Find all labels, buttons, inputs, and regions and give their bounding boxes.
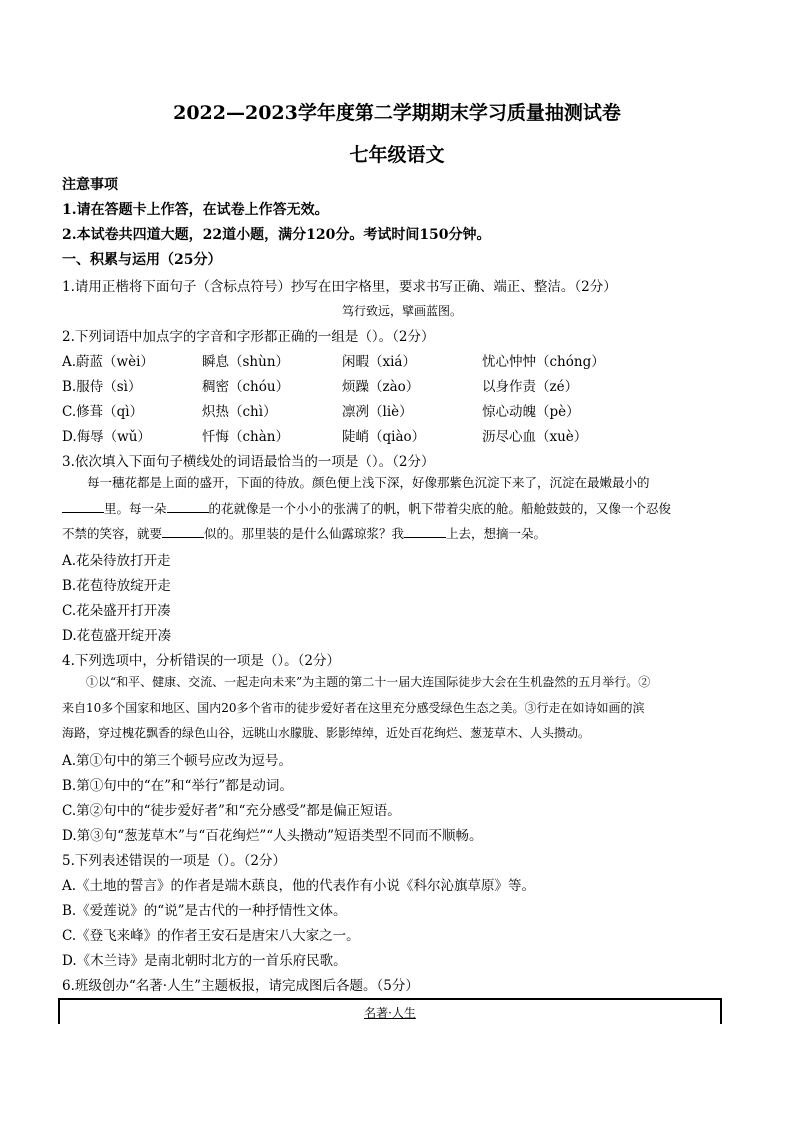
q3-text-3c: 上去，想摘一朵。 xyxy=(446,526,547,541)
q2-b-2: 稠密（chóu） xyxy=(202,379,290,395)
q4-option-a: A.第①句中的第三个顿号应改为逗号。 xyxy=(62,753,293,769)
notice-heading: 注意事项 xyxy=(62,177,118,193)
q3-stem: 3.依次填入下面句子横线处的词语最恰当的一项是（）。（2分） xyxy=(62,454,435,470)
q2-c-4: 惊心动魄（pè） xyxy=(482,404,580,420)
q2-d-4: 沥尽心血（xuè） xyxy=(482,429,588,445)
q3-blank-2 xyxy=(167,500,209,513)
q4-passage-line-3: 海路，穿过槐花飘香的绿色山谷，远眺山水朦胧、影影绰绰，近处百花绚烂、葱茏草木、人头攒动。 xyxy=(62,726,591,740)
q3-passage-line-1: 每一穗花都是上面的盛开，下面的待放。颜色便上浅下深，好像那紫色沉淀下来了，沉淀在最嫩最小的 xyxy=(87,475,650,490)
exam-title: 2022—2023学年度第二学期期末学习质量抽测试卷 xyxy=(173,102,621,124)
board-title: 名著·人生 xyxy=(364,1006,416,1020)
q3-option-b: B.花苞待放绽开走 xyxy=(62,578,171,594)
q3-option-a: A.花朵待放打开走 xyxy=(62,553,171,569)
q4-option-b: B.第①句中的“在”和“举行”都是动词。 xyxy=(62,778,293,794)
q2-c-3: 凛冽（liè） xyxy=(342,404,413,420)
q3-text-2b: 的花就像是一个小小的张满了的帆，帆下带着尖底的舱。船舱鼓鼓的，又像一个忍俊 xyxy=(208,500,672,516)
q3-text-3a: 不禁的笑容，就要 xyxy=(62,526,163,541)
q4-option-c: C.第②句中的“徒步爱好者”和“充分感受”都是偏正短语。 xyxy=(62,803,401,819)
q4-passage-line-1: ①以“和平、健康、交流、一起走向未来”为主题的第二十一届大连国际徒步大会在生机盎然的五月举行。② xyxy=(86,675,651,689)
q5-stem: 5.下列表述错误的一项是（）。（2分） xyxy=(62,853,286,869)
q3-blank-3 xyxy=(162,525,204,538)
q3-text-2a: 里。每一朵 xyxy=(104,500,167,516)
q4-passage xyxy=(62,670,732,747)
q3-text-3b: 似的。那里装的是什么仙露琼浆？我 xyxy=(204,526,405,541)
q5-option-b: B.《爱莲说》的“说”是古代的一种抒情性文体。 xyxy=(62,903,347,919)
q2-d-2: 忏悔（chàn） xyxy=(202,429,289,445)
q6-stem: 6.班级创办“名著·人生”主题板报，请完成图后各题。（5分） xyxy=(62,978,419,994)
q4-passage-line-2: 来自10多个国家和地区、国内20多个省市的徒步爱好者在这里充分感受绿色生态之美。③行走在如诗如画的滨 xyxy=(62,700,645,715)
q2-a-2: 瞬息（shùn） xyxy=(202,354,290,370)
notice-item-2: 2.本试卷共四道大题，22道小题，满分120分。考试时间150分钟。 xyxy=(62,227,491,243)
q2-b-1: B.服侍（sì） xyxy=(62,379,142,395)
q3-blank-1 xyxy=(62,500,104,513)
q3-passage xyxy=(62,470,732,547)
q4-stem: 4.下列选项中，分析错误的一项是（）。（2分） xyxy=(62,653,340,669)
q1-stem: 1.请用正楷将下面句子（含标点符号）抄写在田字格里，要求书写正确、端正、整洁。（2分） xyxy=(62,279,617,295)
q2-c-1: C.修葺（qì） xyxy=(62,404,144,420)
q3-blank-4 xyxy=(404,525,446,538)
q1-sentence: 笃行致远，擘画蓝图。 xyxy=(342,304,463,318)
q2-d-3: 陡峭（qiào） xyxy=(342,429,426,445)
q5-option-a: A.《土地的誓言》的作者是端木蕻良，他的代表作有小说《科尔沁旗草原》等。 xyxy=(62,878,536,894)
q3-passage-line-3 xyxy=(62,521,732,547)
q2-c-2: 炽热（chì） xyxy=(202,404,277,420)
q3-option-c: C.花朵盛开打开凑 xyxy=(62,603,171,619)
q2-d-1: D.侮辱（wǔ） xyxy=(62,429,151,445)
q2-stem: 2.下列词语中加点字的字音和字形都正确的一组是（）。（2分） xyxy=(62,329,435,345)
section-heading: 一、积累与运用（25分） xyxy=(62,252,222,268)
board-frame xyxy=(58,998,722,1024)
q3-option-d: D.花苞盛开绽开凑 xyxy=(62,628,172,644)
q2-a-1: A.蔚蓝（wèi） xyxy=(62,354,154,370)
q2-b-4: 以身作责（zé） xyxy=(482,379,579,395)
q5-option-c: C.《登飞来峰》的作者王安石是唐宋八大家之一。 xyxy=(62,928,360,944)
q2-b-3: 烦躁（zào） xyxy=(342,379,420,395)
q5-option-d: D.《木兰诗》是南北朝时北方的一首乐府民歌。 xyxy=(62,953,347,969)
q4-option-d: D.第③句“葱茏草木”与“百花绚烂”“人头攒动”短语类型不同而不顺畅。 xyxy=(62,828,483,844)
q3-passage-line-2 xyxy=(62,496,732,522)
q2-a-4: 忧心忡忡（chóng） xyxy=(482,354,605,370)
exam-subtitle: 七年级语文 xyxy=(349,144,445,166)
notice-item-1: 1.请在答题卡上作答，在试卷上作答无效。 xyxy=(62,202,329,218)
q2-a-3: 闲暇（xiá） xyxy=(342,354,416,370)
